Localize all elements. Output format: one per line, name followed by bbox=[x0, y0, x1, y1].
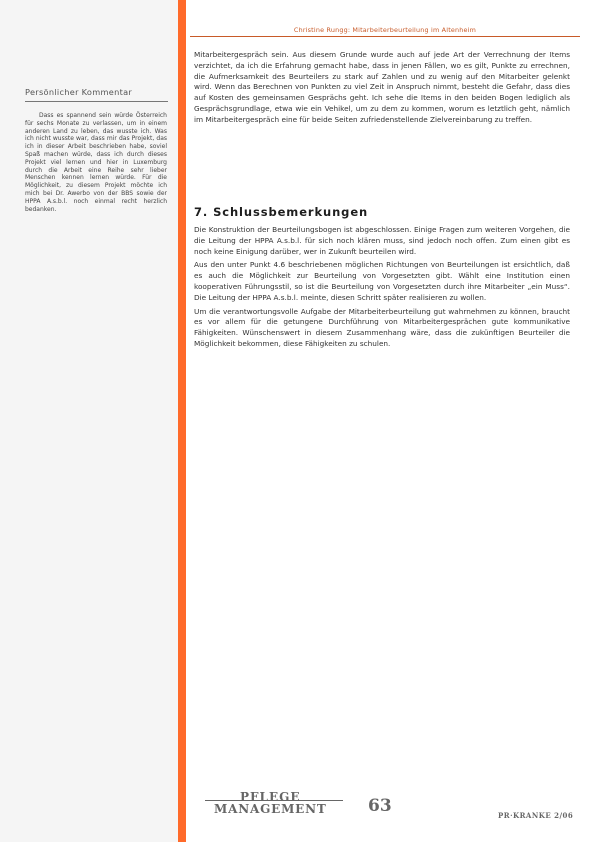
body-paragraph: Mitarbeitergespräch sein. Aus diesem Grunde wurde auch auf jede Art der Verrechnung der Items verzichtet, da ich die Erfahrung gemacht habe, dass in jenen Fällen, wo es gilt, Punkte zu errechnen, die Aufmerksamkeit des Beurteilers zu stark auf Zahlen und zu wenig auf den Mitarbeiter gelenkt wird. Wenn das Berechnen von Punkten zu viel Zeit in Anspruch nimmt, besteht die Gefahr, dass dies auf Kosten des gemeinsamen Gesprächs geht. Ich sehe die Items in den beiden Bogen lediglich als Gesprächsgrundlage, etwa wie ein Vehikel, um zu dem zu kommen, worum es letztlich geht, nämlich im Mitarbeitergespräch eine für beide Seiten zufriedenstellende Zielvereinbarung zu treffen. bbox=[194, 50, 570, 124]
page-number: 63 bbox=[368, 796, 392, 816]
continuation-paragraph bbox=[194, 50, 570, 129]
sidebar-title: Persönlicher Kommentar bbox=[25, 87, 133, 97]
accent-stripe bbox=[178, 0, 186, 842]
section-heading: 7. Schlussbemerkungen bbox=[194, 205, 369, 219]
issue-label: PR·KRANKE 2/06 bbox=[498, 811, 574, 820]
sidebar-divider bbox=[25, 101, 168, 102]
footer-brand-line1: PFLEGE bbox=[240, 790, 301, 804]
section-body bbox=[194, 225, 570, 353]
body-paragraph: Die Konstruktion der Beurteilungsbogen ist abgeschlossen. Einige Fragen zum weiteren Vorgehen, die die Leitung der HPPA A.s.b.l. für sich noch klären muss, sind jedoch noch offen. Zum einen gibt es noch keine Einigung darüber, wer in Zukunft beurteilen wird. bbox=[194, 225, 570, 256]
body-paragraph: Aus den unter Punkt 4.6 beschriebenen möglichen Richtungen von Beurteilungen ist ersichtlich, daß es auch die Möglichkeit zur Beurteilung von Vorgesetzten gibt. Wählt eine Institution einen kooperativen Führungsstil, so ist die Beurteilung von Vorgesetzten durch ihre Mitarbeiter „ein Muss“. Die Leitung der HPPA A.s.b.l. meinte, diesen Schritt später realisieren zu wollen. bbox=[194, 260, 570, 302]
body-paragraph: Um die verantwortungsvolle Aufgabe der Mitarbeiterbeurteilung gut wahrnehmen zu können, braucht es vor allem für die getungene Durchführung von Mitarbeitergesprächen gute kommunikative Fähigkeiten. Wünschenswert in diesem Zusammenhang wäre, dass die zukünftigen Beurteiler die Möglichkeit bekommen, diese Fähigkeiten zu schulen. bbox=[194, 306, 570, 348]
sidebar-comment-text: Dass es spannend sein würde Österreich für sechs Monate zu verlassen, um in einem anderen Land zu leben, das wusste ich. Was ich nicht wusste war, dass mir das Projekt, das ich in dieser Arbeit beschrieben habe, soviel Spaß machen würde, dass ich durch dieses Projekt viel lernen und hier in Luxemburg durch die Arbeit eine Reihe sehr lieber Menschen kennen lernen würde. Für die Möglichkeit, zu diesem Projekt möchte ich mich bei Dr. Awerbo von der BBS sowie der HPPA A.s.b.l. noch einmal recht herzlich bedanken. bbox=[25, 112, 167, 213]
running-header: Christine Rungg: Mitarbeiterbeurteilung im Altenheim bbox=[190, 26, 580, 34]
footer-brand-line2: MANAGEMENT bbox=[214, 802, 327, 816]
